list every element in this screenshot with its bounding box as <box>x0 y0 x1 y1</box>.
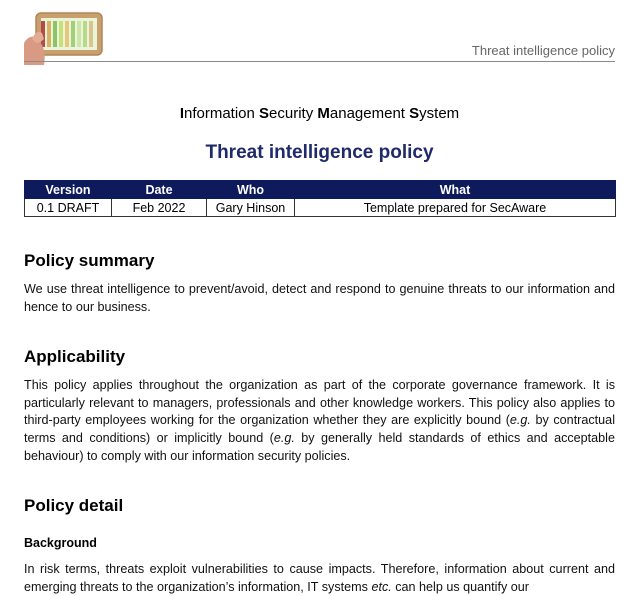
applicability-text-part-2: by contractual terms and conditions) or implicitly bound ( <box>24 413 615 446</box>
cell-who: Gary Hinson <box>207 199 295 217</box>
document-title: Threat intelligence policy <box>205 142 434 163</box>
isms-word-system: ystem <box>419 105 460 122</box>
applicability-text-part-1: This policy applies throughout the organization as part of the corporate governance framework. It is particularly relevant to managers, professionals and other knowledge workers. This policy also applies to third-party employees working for the organization whether they are explicitly bound ( <box>24 378 615 428</box>
cell-version: 0.1 DRAFT <box>25 199 112 217</box>
running-header-title: Threat intelligence policy <box>471 43 615 58</box>
background-etc: etc. <box>371 579 392 594</box>
version-table-header-row <box>25 181 616 199</box>
applicability-text <box>24 377 615 466</box>
col-header-version: Version <box>25 181 112 199</box>
applicability-eg-1: e.g. <box>509 413 531 428</box>
policy-detail-heading: Policy detail <box>24 496 124 515</box>
table-row <box>25 199 616 217</box>
cell-date: Feb 2022 <box>112 199 207 217</box>
applicability-eg-2: e.g. <box>273 431 295 446</box>
col-header-who: Who <box>207 181 295 199</box>
background-text-part-2: can help us quantify our <box>391 579 529 594</box>
policy-summary-text: We use threat intelligence to prevent/avoid, detect and respond to genuine threats to our information and hence to our business. <box>24 282 615 314</box>
isms-word-security: ecurity <box>269 105 318 122</box>
background-subheading: Background <box>24 536 97 550</box>
version-table <box>24 180 616 217</box>
tablet-hand-logo <box>22 9 108 65</box>
applicability-heading: Applicability <box>24 347 126 366</box>
cell-what: Template prepared for SecAware <box>295 199 616 217</box>
isms-initial-s: S <box>259 105 270 122</box>
background-text-part-1: In risk terms, threats exploit vulnerabilities to cause impacts. Therefore, information about current and emerging threats to the organization’s information, IT systems <box>24 562 615 594</box>
applicability-text-part-3: by generally held standards of ethics and acceptable behaviour) to comply with our information security policies. <box>24 431 615 463</box>
isms-word-information: nformation <box>183 105 260 122</box>
isms-word-management: anagement <box>329 105 410 122</box>
isms-initial-m: M <box>317 105 330 122</box>
col-header-date: Date <box>112 181 207 199</box>
col-header-what: What <box>295 181 616 199</box>
isms-heading <box>0 105 639 122</box>
header-rule <box>24 61 615 62</box>
policy-summary-heading: Policy summary <box>24 251 155 270</box>
isms-initial-i: I <box>179 105 184 122</box>
background-text <box>24 561 615 596</box>
isms-initial-s2: S <box>409 105 420 122</box>
